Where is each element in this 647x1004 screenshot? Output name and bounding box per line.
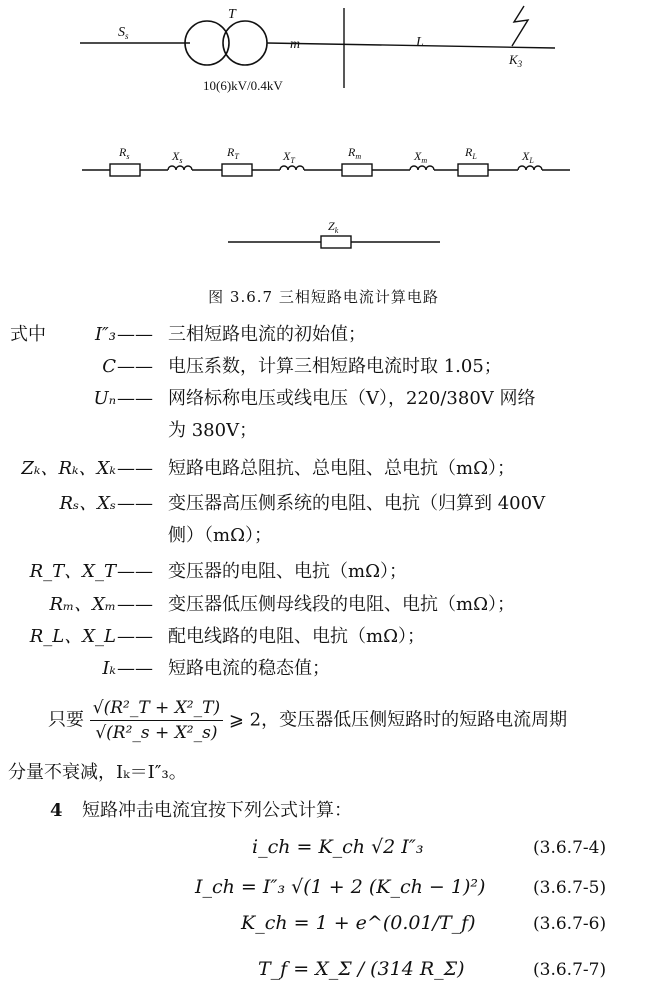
definition-text: 短路电流的稳态值； <box>168 658 330 679</box>
condition-numerator: √(R²_T + X²_T) <box>90 696 223 721</box>
definition-text: 变压器低压侧母线段的电阻、电抗（mΩ）； <box>168 594 515 615</box>
definition-symbol: Iₖ <box>102 658 116 679</box>
circuit-diagram-impedance-chain <box>0 140 647 190</box>
definition-dash: —— <box>117 658 153 679</box>
definition-symbol: Rₘ、Xₘ <box>49 594 116 615</box>
section-number: 4 <box>50 800 63 821</box>
equation-number: (3.6.7-5) <box>533 878 607 898</box>
definition-symbol: Rₛ、Xₛ <box>59 493 116 514</box>
definition-text: 网络标称电压或线电压（V），220/380V 网络 <box>168 388 536 409</box>
resistor-Rs <box>110 164 140 176</box>
label-XL: $X_L$ <box>522 149 534 165</box>
resistor-RT <box>222 164 252 176</box>
condition-relation: ⩾ 2，变压器低压侧短路时的短路电流周期 <box>228 709 568 731</box>
resistor-RL <box>458 164 488 176</box>
fault-lightning-icon <box>512 6 528 46</box>
definition-text: 配电线路的电阻、电抗（mΩ）； <box>168 626 425 647</box>
reactor-Xm <box>410 166 434 170</box>
definition-dash: —— <box>117 493 153 514</box>
definition-text: 变压器的电阻、电抗（mΩ）； <box>168 561 407 582</box>
reactor-XL <box>518 166 542 170</box>
impedance-Zk <box>321 236 351 248</box>
label-Rs: $R_s$ <box>119 145 130 161</box>
circuit-diagram-top <box>0 0 647 100</box>
source-label: $S_s$ <box>118 25 129 41</box>
definition-symbol: I″₃ <box>94 324 116 345</box>
condition-prefix: 只要 <box>48 709 84 731</box>
equation: i_ch = K_ch √2 I″₃ <box>252 836 424 858</box>
figure-caption: 图 3.6.7 三相短路电流计算电路 <box>208 288 439 306</box>
label-Xs: $X_s$ <box>172 149 183 165</box>
definition-dash: —— <box>117 561 153 582</box>
definition-text-continued: 为 380V； <box>168 420 258 441</box>
definition-text: 短路电路总阻抗、总电阻、总电抗（mΩ）； <box>168 458 515 479</box>
label-Xm: $X_m$ <box>414 149 428 165</box>
reactor-Xs <box>168 166 192 170</box>
circuit-diagram-total-impedance <box>0 218 647 258</box>
definition-text-continued: 侧）（mΩ）； <box>168 525 272 546</box>
definitions-intro: 式中 <box>10 324 46 345</box>
definition-dash: —— <box>117 356 153 377</box>
transformer-label: T <box>228 7 236 22</box>
label-RT: $R_T$ <box>227 145 239 161</box>
definition-symbol: Zₖ、Rₖ、Xₖ <box>21 458 116 479</box>
label-RL: $R_L$ <box>465 145 477 161</box>
definition-text: 电压系数，计算三相短路电流时取 1.05； <box>168 356 502 377</box>
definition-dash: —— <box>117 388 153 409</box>
label-XT: $X_T$ <box>283 149 295 165</box>
label-Zk: $Z_k$ <box>328 219 339 235</box>
definition-symbol: C <box>102 356 116 377</box>
condition-denominator: √(R²_s + X²_s) <box>95 723 218 743</box>
reactor-XT <box>280 166 304 170</box>
condition-continuation: 分量不衰减，Iₖ＝I″₃。 <box>8 762 187 783</box>
section-title: 短路冲击电流宜按下列公式计算： <box>82 800 352 821</box>
equation: K_ch = 1 + e^(0.01/T_f) <box>241 912 476 934</box>
definition-text: 三相短路电流的初始值； <box>168 324 366 345</box>
node-m-label: m <box>290 37 301 52</box>
condition-line <box>48 696 567 745</box>
fault-label: $K_3$ <box>509 52 523 69</box>
definition-symbol: R_T、X_T <box>29 561 116 582</box>
equation: T_f = X_Σ / (314 R_Σ) <box>258 958 465 980</box>
definition-text: 变压器高压侧系统的电阻、电抗（归算到 400V <box>168 493 546 514</box>
equation-number: (3.6.7-6) <box>533 914 607 934</box>
line-label: L <box>416 35 424 50</box>
definition-dash: —— <box>117 458 153 479</box>
voltage-label: 10(6)kV/0.4kV <box>203 78 283 93</box>
equation: I_ch = I″₃ √(1 + 2 (K_ch − 1)²) <box>195 876 486 898</box>
definition-symbol: R_L、X_L <box>29 626 116 647</box>
condition-fraction <box>90 696 223 745</box>
definition-symbol: Uₙ <box>93 388 116 409</box>
definition-dash: —— <box>117 594 153 615</box>
definition-dash: —— <box>117 324 153 345</box>
resistor-Rm <box>342 164 372 176</box>
definition-dash: —— <box>117 626 153 647</box>
label-Rm: $R_m$ <box>348 145 362 161</box>
equation-number: (3.6.7-7) <box>533 960 607 980</box>
equation-number: (3.6.7-4) <box>533 838 607 858</box>
